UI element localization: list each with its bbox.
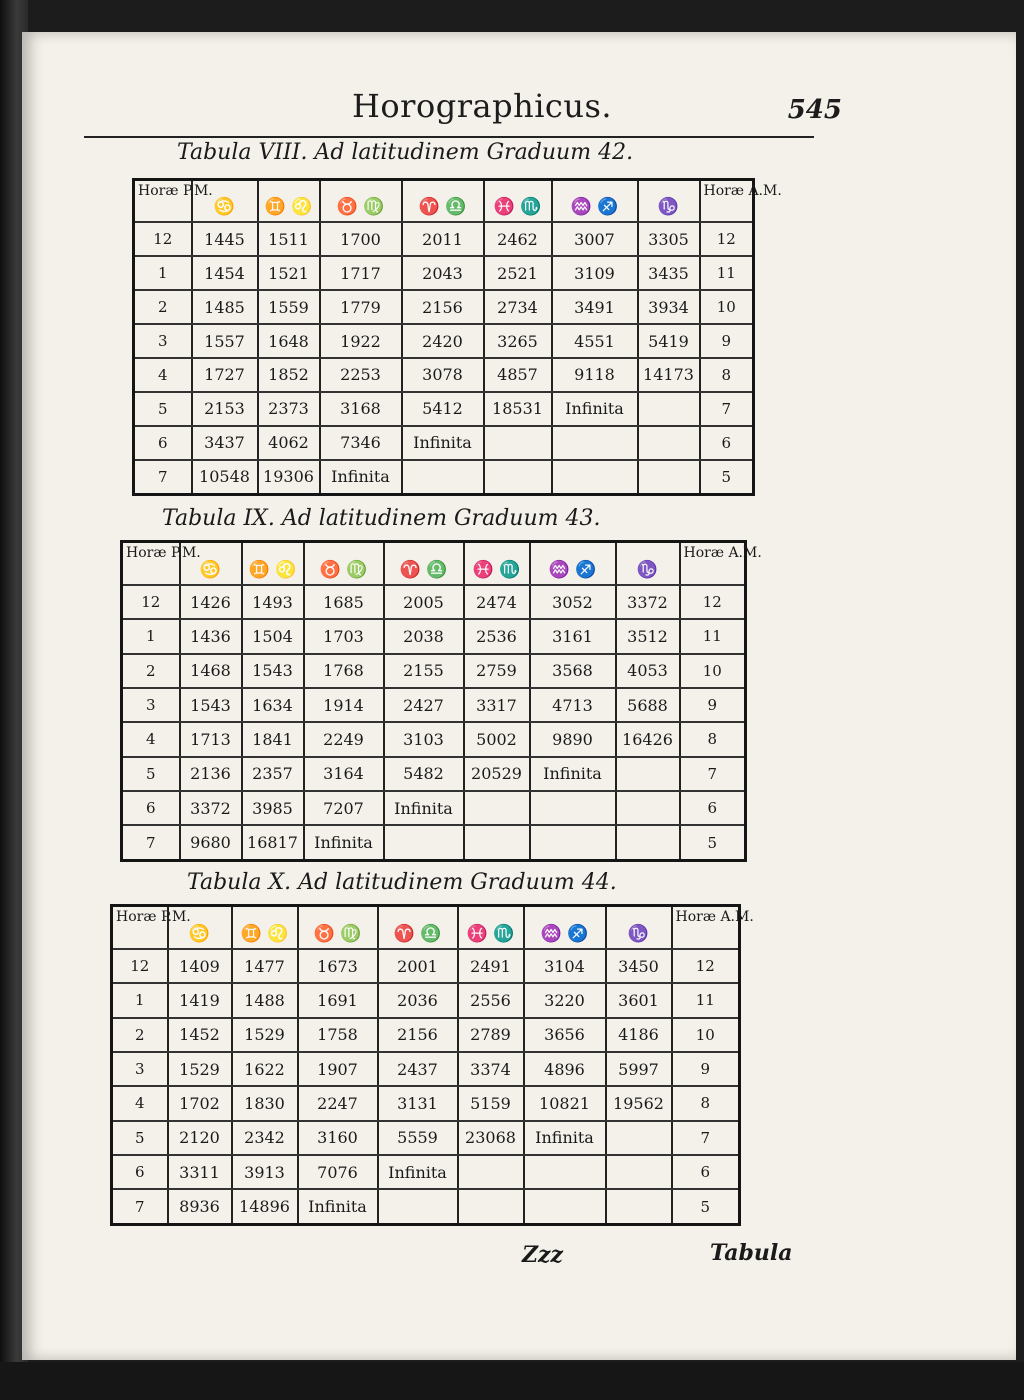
table-cell <box>530 791 616 825</box>
hour-cell: 1 <box>134 256 192 290</box>
table-cell: 9118 <box>552 358 638 392</box>
table-cell: 14173 <box>638 358 700 392</box>
table-cell: 2759 <box>464 654 530 688</box>
table-cell <box>458 1155 524 1189</box>
table-cell: 3372 <box>180 791 242 825</box>
hour-cell: 8 <box>700 358 754 392</box>
column-header: ♊ ♌ <box>242 542 304 585</box>
table-cell: 4551 <box>552 324 638 358</box>
hour-cell: 12 <box>672 949 740 983</box>
table-cell: 7346 <box>320 426 402 460</box>
column-header: Horæ A.M. <box>672 906 740 949</box>
table-cell: 1409 <box>168 949 232 983</box>
page-title: Horographicus. <box>352 87 613 125</box>
table-row <box>134 256 754 290</box>
table-row <box>134 290 754 324</box>
hour-cell: 5 <box>672 1189 740 1224</box>
table-cell: 5159 <box>458 1086 524 1120</box>
column-header: ♉ ♍ <box>320 180 402 223</box>
table-cell: 2357 <box>242 757 304 791</box>
hour-cell: 2 <box>134 290 192 324</box>
table-cell: Infinita <box>530 757 616 791</box>
table-row <box>134 358 754 392</box>
table-cell: 2038 <box>384 619 464 653</box>
table-cell: 5482 <box>384 757 464 791</box>
table-cell: 1700 <box>320 222 402 256</box>
table-cell: 2005 <box>384 585 464 619</box>
hour-cell: 7 <box>700 392 754 426</box>
hour-cell: 11 <box>680 619 746 653</box>
table-cell: 3372 <box>616 585 680 619</box>
table-cell: 1830 <box>232 1086 298 1120</box>
table-cell: 1852 <box>258 358 320 392</box>
table-cell: 5997 <box>606 1052 672 1086</box>
table-cell: 2373 <box>258 392 320 426</box>
column-header: ♉ ♍ <box>298 906 378 949</box>
table-cell: 3374 <box>458 1052 524 1086</box>
table-cell: 1454 <box>192 256 258 290</box>
table-row <box>134 324 754 358</box>
table-cell: 1485 <box>192 290 258 324</box>
table-cell <box>402 460 484 495</box>
table-cell: 3568 <box>530 654 616 688</box>
table-cell: 3164 <box>304 757 384 791</box>
table-cell: 7076 <box>298 1155 378 1189</box>
table-cell: 14896 <box>232 1189 298 1224</box>
table-cell: 16426 <box>616 722 680 756</box>
table-cell: 2247 <box>298 1086 378 1120</box>
table-cell: 1713 <box>180 722 242 756</box>
column-header: ♋ <box>192 180 258 223</box>
table-cell: 1622 <box>232 1052 298 1086</box>
table-header-row <box>122 542 746 585</box>
table-cell <box>638 460 700 495</box>
table-cell: 3103 <box>384 722 464 756</box>
hour-cell: 12 <box>700 222 754 256</box>
table-cell: 3311 <box>168 1155 232 1189</box>
table-cell: 10821 <box>524 1086 606 1120</box>
table-cell: 2491 <box>458 949 524 983</box>
table-cell <box>484 460 552 495</box>
hour-cell: 6 <box>112 1155 168 1189</box>
hour-cell: 1 <box>112 983 168 1017</box>
page-number: 545 <box>787 95 842 125</box>
table-row <box>112 983 740 1017</box>
table-cell: 2043 <box>402 256 484 290</box>
hour-cell: 1 <box>122 619 180 653</box>
table-cell <box>484 426 552 460</box>
table-cell: 3109 <box>552 256 638 290</box>
table-row <box>112 1018 740 1052</box>
table-cell: 1445 <box>192 222 258 256</box>
table-cell: 2001 <box>378 949 458 983</box>
table-row <box>122 825 746 860</box>
table-cell: 9890 <box>530 722 616 756</box>
table-cell: 1452 <box>168 1018 232 1052</box>
hour-cell: 4 <box>122 722 180 756</box>
table-cell <box>384 825 464 860</box>
table-cell: 1436 <box>180 619 242 653</box>
table-cell: 1559 <box>258 290 320 324</box>
table-cell: 1521 <box>258 256 320 290</box>
hour-cell: 11 <box>672 983 740 1017</box>
hour-cell: 7 <box>112 1189 168 1224</box>
table-cell <box>616 825 680 860</box>
table-cell: 2153 <box>192 392 258 426</box>
bottom-shadow <box>0 1362 1024 1400</box>
table-cell: Infinita <box>402 426 484 460</box>
table-cell <box>530 825 616 860</box>
column-header: ♊ ♌ <box>258 180 320 223</box>
table-row <box>122 585 746 619</box>
column-header: Horæ A.M. <box>700 180 754 223</box>
table-cell <box>464 791 530 825</box>
table-cell: 2734 <box>484 290 552 324</box>
table-cell: 5688 <box>616 688 680 722</box>
hour-cell: 11 <box>700 256 754 290</box>
table-row <box>112 1121 740 1155</box>
table-row <box>134 222 754 256</box>
hour-cell: 5 <box>122 757 180 791</box>
column-header: ♈ ♎ <box>402 180 484 223</box>
hour-cell: 10 <box>700 290 754 324</box>
table-cell: Infinita <box>524 1121 606 1155</box>
table-row <box>122 757 746 791</box>
table-row <box>134 392 754 426</box>
table-cell: 1529 <box>168 1052 232 1086</box>
hour-cell: 5 <box>112 1121 168 1155</box>
hour-cell: 7 <box>122 825 180 860</box>
table-cell: 4713 <box>530 688 616 722</box>
column-header: ♑ <box>616 542 680 585</box>
table-row <box>112 1086 740 1120</box>
hour-cell: 9 <box>700 324 754 358</box>
table-cell: 2136 <box>180 757 242 791</box>
table-cell: 1529 <box>232 1018 298 1052</box>
table-cell: 1691 <box>298 983 378 1017</box>
catchword: Tabula <box>710 1240 793 1266</box>
table-header-row <box>112 906 740 949</box>
table-cell: 3104 <box>524 949 606 983</box>
table-cell <box>638 392 700 426</box>
column-header: Horæ A.M. <box>680 542 746 585</box>
table-cell: 2156 <box>378 1018 458 1052</box>
table-cell: 1634 <box>242 688 304 722</box>
hour-cell: 12 <box>122 585 180 619</box>
table-cell: 1426 <box>180 585 242 619</box>
hour-cell: 7 <box>672 1121 740 1155</box>
table-cell: 3168 <box>320 392 402 426</box>
table-cell: 4896 <box>524 1052 606 1086</box>
table-cell: 4053 <box>616 654 680 688</box>
table-cell: Infinita <box>304 825 384 860</box>
table-cell: Infinita <box>298 1189 378 1224</box>
table-cell: 16817 <box>242 825 304 860</box>
table-cell: 3435 <box>638 256 700 290</box>
table-cell: Infinita <box>320 460 402 495</box>
table-cell: 4857 <box>484 358 552 392</box>
table-caption: Tabula X. Ad latitudinem Graduum 44. <box>187 870 617 895</box>
column-header: ♊ ♌ <box>232 906 298 949</box>
column-header: ♒ ♐ <box>524 906 606 949</box>
table-cell: 1727 <box>192 358 258 392</box>
table-cell <box>464 825 530 860</box>
table-cell: 1477 <box>232 949 298 983</box>
hour-cell: 7 <box>134 460 192 495</box>
table-cell: 19562 <box>606 1086 672 1120</box>
hour-cell: 3 <box>134 324 192 358</box>
table-cell: 1504 <box>242 619 304 653</box>
hour-cell: 9 <box>680 688 746 722</box>
table-row <box>112 949 740 983</box>
hour-cell: 6 <box>122 791 180 825</box>
table-cell: 5419 <box>638 324 700 358</box>
hour-cell: 6 <box>672 1155 740 1189</box>
table-row <box>122 619 746 653</box>
table-cell <box>552 426 638 460</box>
hour-cell: 2 <box>122 654 180 688</box>
table-cell: 1419 <box>168 983 232 1017</box>
table-cell: 2342 <box>232 1121 298 1155</box>
table-cell: 7207 <box>304 791 384 825</box>
column-header: ♓ ♏ <box>458 906 524 949</box>
hour-cell: 12 <box>134 222 192 256</box>
hour-cell: 6 <box>680 791 746 825</box>
table-cell: 2427 <box>384 688 464 722</box>
table-cell: 3913 <box>232 1155 298 1189</box>
table-caption: Tabula VIII. Ad latitudinem Graduum 42. <box>177 140 634 165</box>
table-cell: 2474 <box>464 585 530 619</box>
table-row <box>122 654 746 688</box>
column-header: ♈ ♎ <box>378 906 458 949</box>
table-cell: 1557 <box>192 324 258 358</box>
signature-mark: Zzz <box>522 1242 564 1268</box>
table-cell: 1511 <box>258 222 320 256</box>
table-cell: 1543 <box>242 654 304 688</box>
table-cell: 1488 <box>232 983 298 1017</box>
hour-cell: 10 <box>680 654 746 688</box>
table-cell: 5559 <box>378 1121 458 1155</box>
table-cell: 3160 <box>298 1121 378 1155</box>
hour-cell: 5 <box>680 825 746 860</box>
table-cell: 2789 <box>458 1018 524 1052</box>
table-row <box>112 1052 740 1086</box>
hour-cell: 6 <box>700 426 754 460</box>
table-cell: 2120 <box>168 1121 232 1155</box>
column-header: Horæ P.M. <box>112 906 168 949</box>
table-cell: 3985 <box>242 791 304 825</box>
column-header: ♋ <box>168 906 232 949</box>
table-row <box>122 791 746 825</box>
hour-cell: 8 <box>680 722 746 756</box>
table-cell: 2420 <box>402 324 484 358</box>
table-cell <box>616 757 680 791</box>
table-cell: 1703 <box>304 619 384 653</box>
column-header: ♑ <box>638 180 700 223</box>
table-cell: 1907 <box>298 1052 378 1086</box>
hour-cell: 7 <box>680 757 746 791</box>
hour-cell: 12 <box>112 949 168 983</box>
table-row <box>122 688 746 722</box>
table-cell: 3220 <box>524 983 606 1017</box>
column-header: ♑ <box>606 906 672 949</box>
hour-cell: 3 <box>122 688 180 722</box>
column-header: Horæ P.M. <box>134 180 192 223</box>
table-cell <box>378 1189 458 1224</box>
table-cell: 2011 <box>402 222 484 256</box>
hour-cell: 10 <box>672 1018 740 1052</box>
horographic-table <box>120 540 762 862</box>
table-cell: 1493 <box>242 585 304 619</box>
hour-cell: 12 <box>680 585 746 619</box>
table-cell: 3317 <box>464 688 530 722</box>
table-cell: 2249 <box>304 722 384 756</box>
table-cell: 1685 <box>304 585 384 619</box>
table-cell <box>606 1155 672 1189</box>
table-cell: 1914 <box>304 688 384 722</box>
table-cell: 1841 <box>242 722 304 756</box>
table-row <box>112 1155 740 1189</box>
table-cell <box>616 791 680 825</box>
table-cell: 23068 <box>458 1121 524 1155</box>
hour-cell: 2 <box>112 1018 168 1052</box>
table-cell: 10548 <box>192 460 258 495</box>
table-cell: 2462 <box>484 222 552 256</box>
table-row <box>112 1189 740 1224</box>
column-header: ♒ ♐ <box>530 542 616 585</box>
table-cell: 2253 <box>320 358 402 392</box>
table-cell: 3052 <box>530 585 616 619</box>
table-cell: Infinita <box>378 1155 458 1189</box>
table-cell <box>638 426 700 460</box>
table-cell: Infinita <box>384 791 464 825</box>
table-cell <box>552 460 638 495</box>
hour-cell: 8 <box>672 1086 740 1120</box>
table-cell: 3450 <box>606 949 672 983</box>
hour-cell: 4 <box>134 358 192 392</box>
table-cell: 1702 <box>168 1086 232 1120</box>
table-cell: 3437 <box>192 426 258 460</box>
table-cell: 1779 <box>320 290 402 324</box>
table-header-row <box>134 180 754 223</box>
horographic-table <box>132 178 782 496</box>
hour-cell: 9 <box>672 1052 740 1086</box>
table-cell <box>606 1189 672 1224</box>
table-cell: 1768 <box>304 654 384 688</box>
column-header: ♉ ♍ <box>304 542 384 585</box>
table-cell: 1717 <box>320 256 402 290</box>
table-cell: 19306 <box>258 460 320 495</box>
hour-cell: 6 <box>134 426 192 460</box>
table-cell: 2536 <box>464 619 530 653</box>
table-cell: 3265 <box>484 324 552 358</box>
column-header: ♓ ♏ <box>464 542 530 585</box>
table-cell: 2036 <box>378 983 458 1017</box>
table-cell <box>524 1155 606 1189</box>
table-cell: 3512 <box>616 619 680 653</box>
column-header: ♒ ♐ <box>552 180 638 223</box>
horographic-table <box>110 904 754 1226</box>
table-cell: 3601 <box>606 983 672 1017</box>
table-cell: 3007 <box>552 222 638 256</box>
table-cell: 9680 <box>180 825 242 860</box>
table-cell <box>524 1189 606 1224</box>
table-caption: Tabula IX. Ad latitudinem Graduum 43. <box>162 506 601 531</box>
table-cell: 3656 <box>524 1018 606 1052</box>
hour-cell: 3 <box>112 1052 168 1086</box>
table-cell: 2155 <box>384 654 464 688</box>
table-cell: 3305 <box>638 222 700 256</box>
table-cell: 20529 <box>464 757 530 791</box>
table-cell: 3934 <box>638 290 700 324</box>
table-cell: 2437 <box>378 1052 458 1086</box>
column-header: Horæ P.M. <box>122 542 180 585</box>
table-row <box>122 722 746 756</box>
table-row <box>134 426 754 460</box>
hour-cell: 5 <box>700 460 754 495</box>
column-header: ♓ ♏ <box>484 180 552 223</box>
table-cell: 2156 <box>402 290 484 324</box>
table-cell: 1758 <box>298 1018 378 1052</box>
table-cell: 1468 <box>180 654 242 688</box>
table-cell: 4062 <box>258 426 320 460</box>
table-cell: 3078 <box>402 358 484 392</box>
table-cell: 3491 <box>552 290 638 324</box>
column-header: ♋ <box>180 542 242 585</box>
table-cell: 2521 <box>484 256 552 290</box>
table-cell: 1648 <box>258 324 320 358</box>
table-cell: 4186 <box>606 1018 672 1052</box>
table-cell: 1543 <box>180 688 242 722</box>
table-cell <box>458 1189 524 1224</box>
book-page <box>22 32 1016 1360</box>
table-cell: 2556 <box>458 983 524 1017</box>
column-header: ♈ ♎ <box>384 542 464 585</box>
table-cell: 18531 <box>484 392 552 426</box>
hour-cell: 5 <box>134 392 192 426</box>
table-cell: Infinita <box>552 392 638 426</box>
table-cell: 3161 <box>530 619 616 653</box>
table-cell: 5002 <box>464 722 530 756</box>
table-cell <box>606 1121 672 1155</box>
table-cell: 5412 <box>402 392 484 426</box>
table-cell: 1673 <box>298 949 378 983</box>
table-row <box>134 460 754 495</box>
table-cell: 3131 <box>378 1086 458 1120</box>
table-cell: 8936 <box>168 1189 232 1224</box>
header-rule <box>84 136 814 138</box>
table-cell: 1922 <box>320 324 402 358</box>
running-head <box>102 87 842 137</box>
hour-cell: 4 <box>112 1086 168 1120</box>
